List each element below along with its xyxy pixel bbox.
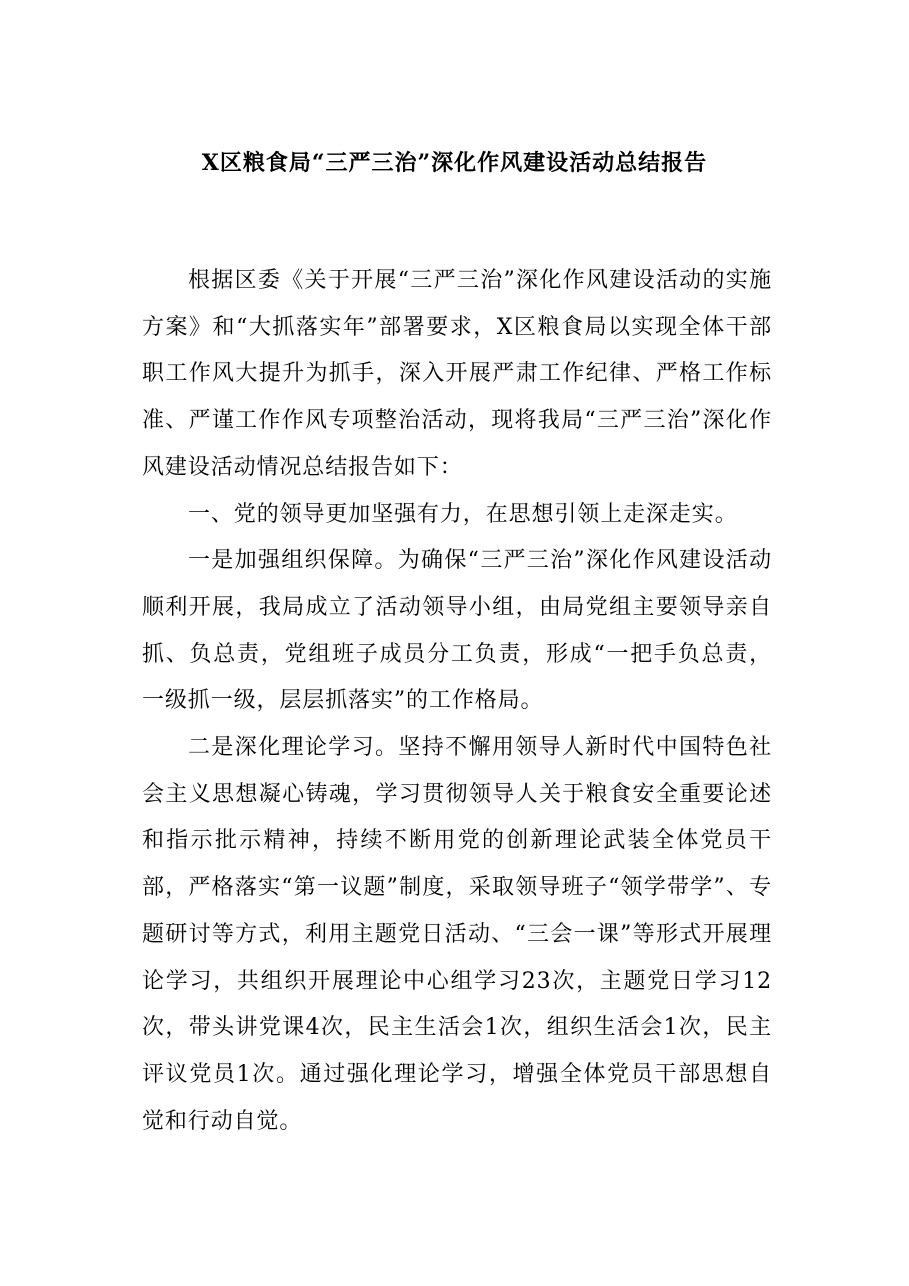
document-body	[142, 258, 772, 1145]
document-title: X区粮食局“三严三治”深化作风建设活动总结报告	[201, 150, 708, 176]
paragraph-intro: 根据区委《关于开展“三严三治”深化作风建设活动的实施方案》和“大抓落实年”部署要求，X区粮食局以实现全体干部职工作风大提升为抓手，深入开展严肃工作纪律、严格工作标准、严谨工作作风专项整治活动，现将我局“三严三治”深化作风建设活动情况总结报告如下：	[142, 268, 772, 480]
section-heading-1: 一、党的领导更加坚强有力，在思想引领上走深走实。	[188, 501, 738, 527]
paragraph-organization: 一是加强组织保障。为确保“三严三治”深化作风建设活动顺利开展，我局成立了活动领导小组，由局党组主要领导亲自抓、负总责，党组班子成员分工负责，形成“一把手负总责，一级抓一级，层层抓落实”的工作格局。	[142, 548, 772, 714]
paragraph-theory-study: 二是深化理论学习。坚持不懈用领导人新时代中国特色社会主义思想凝心铸魂，学习贯彻领导人关于粮食安全重要论述和指示批示精神，持续不断用党的创新理论武装全体党员干部，严格落实“第一议题”制度，采取领导班子“领学带学”、专题研讨等方式，利用主题党日活动、“三会一课”等形式开展理论学习，共组织开展理论中心组学习23次，主题党日学习12次，带头讲党课4次，民主生活会1次，组织生活会1次，民主评议党员1次。通过强化理论学习，增强全体党员干部思想自觉和行动自觉。	[142, 735, 772, 1134]
